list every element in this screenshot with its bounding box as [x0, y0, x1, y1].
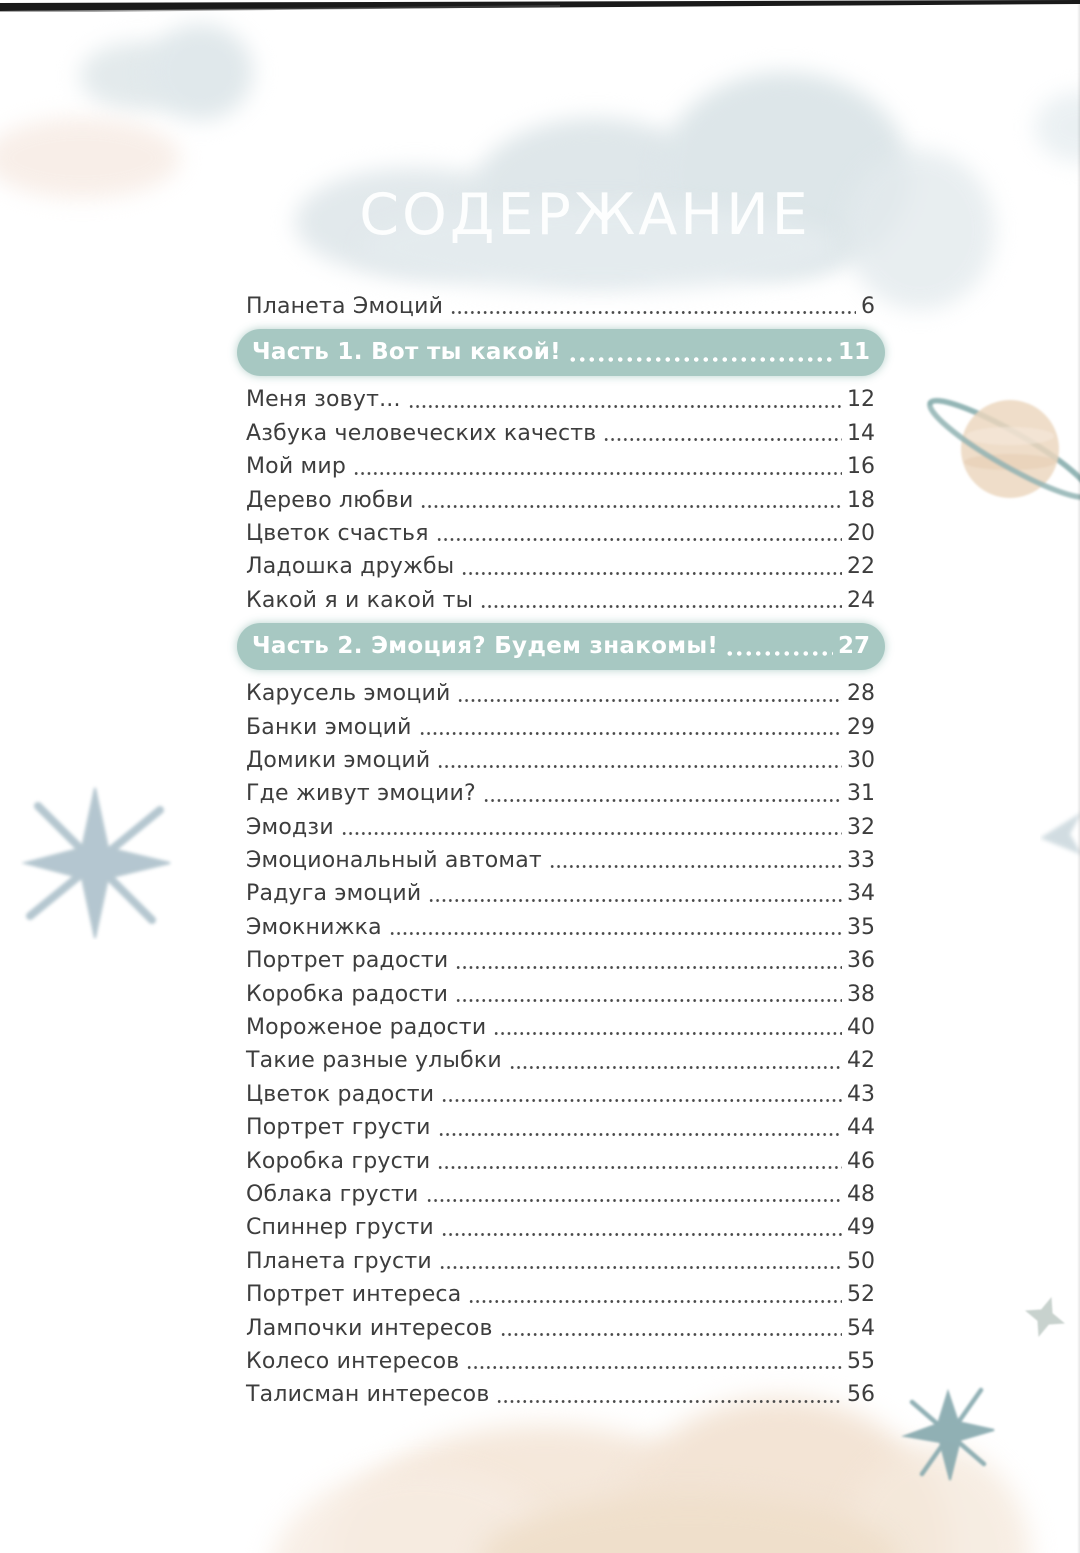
toc-entry-label: Банки эмоций — [246, 714, 412, 740]
star-icon-left — [20, 780, 180, 940]
dot-leader — [500, 1332, 842, 1337]
dot-leader — [461, 571, 842, 576]
toc-entry — [246, 383, 875, 416]
dot-leader — [480, 604, 842, 609]
toc-entry-page: 38 — [847, 981, 875, 1007]
dot-leader — [549, 864, 842, 869]
toc-entry-label: Домики эмоций — [246, 747, 431, 773]
toc-section-page: 27 — [837, 633, 870, 660]
toc-entry — [246, 417, 875, 450]
toc-entry — [246, 1011, 875, 1044]
dot-leader — [441, 1098, 842, 1103]
dot-leader — [436, 537, 842, 542]
toc-entry-page: 33 — [847, 848, 875, 874]
dot-leader — [439, 1265, 842, 1270]
toc-entry — [246, 1345, 875, 1378]
toc-entry — [246, 1078, 875, 1111]
toc-entry-page: 14 — [847, 420, 875, 446]
toc-entry — [246, 584, 875, 617]
toc-entry-page: 16 — [847, 454, 875, 480]
toc-entry-page: 28 — [847, 681, 875, 707]
toc-entry — [246, 1245, 875, 1278]
toc-entry-label: Мороженое радости — [246, 1015, 487, 1041]
toc-entry-page: 46 — [847, 1148, 875, 1174]
dot-leader — [438, 1132, 842, 1137]
dot-leader — [603, 437, 842, 442]
sparkle-icon-small — [1020, 1292, 1070, 1342]
toc-entry-label: Какой я и какой ты — [246, 587, 474, 613]
page-title: СОДЕРЖАНИЕ — [359, 182, 811, 248]
toc-entry-label: Ладошка дружбы — [246, 554, 455, 580]
toc-entry-label: Коробка радости — [246, 981, 449, 1007]
toc-entry — [246, 290, 875, 323]
dot-leader — [493, 1031, 842, 1036]
toc-entry — [246, 517, 875, 550]
toc-entry-label: Облака грусти — [246, 1181, 419, 1207]
toc-entry — [246, 711, 875, 744]
toc-section-page: 11 — [837, 339, 870, 366]
toc-section-label: Часть 2. Эмоция? Будем знакомы! — [252, 633, 719, 660]
star-icon-bottom-right — [898, 1378, 998, 1488]
toc-entry — [246, 484, 875, 517]
toc-entry — [246, 877, 875, 910]
toc-entry — [246, 978, 875, 1011]
toc-entry — [246, 944, 875, 977]
toc-entry-page: 18 — [847, 487, 875, 513]
toc-entry — [246, 677, 875, 710]
toc-entry-label: Эмокнижка — [246, 914, 382, 940]
toc-entry — [246, 911, 875, 944]
toc-entry-label: Цветок радости — [246, 1081, 435, 1107]
toc-entry-label: Эмоциональный автомат — [246, 848, 542, 874]
toc-section-header — [237, 329, 885, 376]
toc-entry-page: 43 — [847, 1081, 875, 1107]
toc-entry — [246, 1278, 875, 1311]
dot-leader — [455, 998, 842, 1003]
toc-entry — [246, 1044, 875, 1077]
dot-leader — [420, 504, 842, 509]
dot-leader — [455, 965, 842, 970]
dot-leader — [725, 650, 833, 657]
dot-leader — [437, 764, 842, 769]
planet-icon — [925, 370, 1080, 540]
toc-entry-page: 12 — [847, 387, 875, 413]
dot-leader — [568, 356, 833, 363]
dot-leader — [428, 898, 842, 903]
toc-entry-label: Азбука человеческих качеств — [246, 420, 597, 446]
toc-entry — [246, 1111, 875, 1144]
dot-leader — [441, 1232, 842, 1237]
star-icon-right-edge — [1040, 800, 1080, 870]
toc-entry-label: Такие разные улыбки — [246, 1048, 502, 1074]
cloud-top-right-edge — [1035, 92, 1080, 162]
toc-entry-label: Портрет грусти — [246, 1115, 431, 1141]
toc-entry — [246, 844, 875, 877]
toc-entry-label: Меня зовут... — [246, 387, 401, 413]
toc-entry-page: 55 — [847, 1348, 875, 1374]
toc-entry-label: Колесо интересов — [246, 1348, 460, 1374]
dot-leader — [509, 1065, 842, 1070]
toc-entry — [246, 1312, 875, 1345]
toc-entry-page: 31 — [847, 781, 875, 807]
toc-entry-label: Портрет радости — [246, 948, 449, 974]
toc-entry-label: Радуга эмоций — [246, 881, 422, 907]
toc-entry — [246, 1211, 875, 1244]
toc-entry-label: Карусель эмоций — [246, 681, 451, 707]
toc-entry-page: 32 — [847, 814, 875, 840]
table-of-contents — [246, 290, 875, 1412]
toc-entry-label: Спиннер грусти — [246, 1215, 434, 1241]
dot-leader — [389, 931, 842, 936]
dot-leader — [353, 471, 842, 476]
dot-leader — [483, 798, 842, 803]
dot-leader — [419, 731, 842, 736]
dot-leader — [437, 1165, 842, 1170]
toc-entry — [246, 1145, 875, 1178]
toc-entry-page: 56 — [847, 1382, 875, 1408]
toc-entry — [246, 450, 875, 483]
toc-entry — [246, 1378, 875, 1411]
toc-entry-page: 44 — [847, 1115, 875, 1141]
toc-entry-label: Цветок счастья — [246, 520, 429, 546]
toc-section-label: Часть 1. Вот ты какой! — [252, 339, 561, 366]
toc-entry-page: 36 — [847, 948, 875, 974]
toc-entry-page: 40 — [847, 1015, 875, 1041]
toc-entry-page: 54 — [847, 1315, 875, 1341]
cloud-pink-left — [0, 118, 180, 198]
toc-section-header — [237, 623, 885, 670]
toc-entry-label: Планета грусти — [246, 1248, 432, 1274]
toc-entry — [246, 811, 875, 844]
toc-entry-page: 24 — [847, 587, 875, 613]
toc-entry-page: 22 — [847, 554, 875, 580]
toc-entry-label: Коробка грусти — [246, 1148, 431, 1174]
toc-entry-label: Эмодзи — [246, 814, 334, 840]
toc-entry-page: 52 — [847, 1282, 875, 1308]
toc-entry-label: Где живут эмоции? — [246, 781, 476, 807]
toc-entry — [246, 550, 875, 583]
toc-entry-page: 35 — [847, 914, 875, 940]
toc-entry-page: 42 — [847, 1048, 875, 1074]
dot-leader — [450, 310, 856, 315]
dot-leader — [466, 1365, 842, 1370]
dot-leader — [457, 698, 842, 703]
toc-entry-label: Лампочки интересов — [246, 1315, 493, 1341]
toc-entry-page: 20 — [847, 520, 875, 546]
toc-entry — [246, 777, 875, 810]
toc-entry-page: 34 — [847, 881, 875, 907]
toc-entry-label: Портрет интереса — [246, 1282, 462, 1308]
dot-leader — [496, 1399, 842, 1404]
dot-leader — [341, 831, 842, 836]
dot-leader — [426, 1198, 842, 1203]
toc-entry-label: Планета Эмоций — [246, 294, 444, 319]
toc-entry — [246, 1178, 875, 1211]
toc-entry-label: Талисман интересов — [246, 1382, 490, 1408]
toc-entry-label: Мой мир — [246, 454, 346, 480]
scan-edge-top — [0, 0, 1080, 12]
toc-entry — [246, 744, 875, 777]
dot-leader — [408, 404, 842, 409]
toc-entry-page: 6 — [861, 294, 875, 319]
toc-entry-label: Дерево любви — [246, 487, 414, 513]
toc-entry-page: 48 — [847, 1181, 875, 1207]
toc-entry-page: 30 — [847, 747, 875, 773]
toc-entry-page: 29 — [847, 714, 875, 740]
toc-entry-page: 49 — [847, 1215, 875, 1241]
cloud-lump — [148, 24, 253, 120]
toc-entry-page: 50 — [847, 1248, 875, 1274]
dot-leader — [468, 1299, 842, 1304]
